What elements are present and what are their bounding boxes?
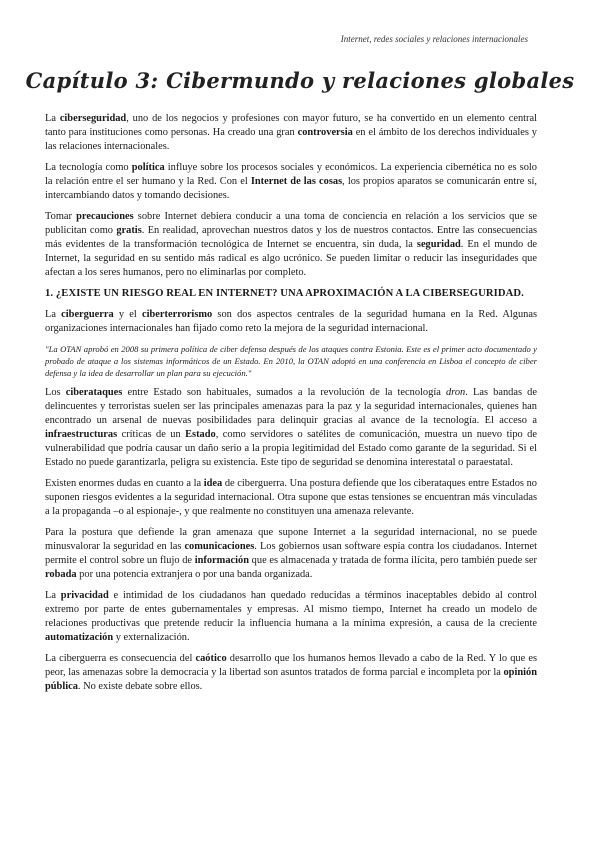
bold-term: caótico	[195, 653, 227, 664]
running-header: Internet, redes sociales y relaciones internacionales	[340, 34, 528, 44]
section-paragraph: Para la postura que defiende la gran amenaza que supone Internet a la seguridad internacional, no se puede minusvalorar la seguridad en las comunicaciones. Los gobiernos usan software espía contra los ciudadanos. Internet permite el control sobre un flujo de información que es almacenada y tratada de forma ilícita, pero también puede ser robada por una potencia extranjera o por una banda organizada.	[45, 527, 537, 580]
bold-term: robada	[45, 569, 77, 580]
italic-term: dron	[445, 387, 466, 398]
intro-paragraph: Tomar precauciones sobre Internet debiera conducir a una toma de conciencia en relación a los servicios que se publicitan como gratis. En realidad, aprovechan nuestros datos y los de nuestros contactos. Entre las consecuencias más evidentes de la transformación tecnológica de Internet se encuentra, sin duda, la seguridad. En el mundo de Internet, la seguridad en su sentido más radical es algo ucrónico. Se pueden limitar o reducir las inseguridades que afectan a los seres humanos, pero no eliminarlas por completo.	[45, 211, 538, 278]
bold-term: ciberguerra	[61, 309, 114, 320]
bold-term: ciberseguridad	[59, 113, 127, 124]
section-heading: 1. ¿EXISTE UN RIESGO REAL EN INTERNET? UNA APROXIMACIÓN A LA CIBERSEGURIDAD.	[45, 288, 524, 299]
intro-paragraph: La tecnología como política influye sobre los procesos sociales y económicos. La experiencia cibernética no es solo la relación entre el ser humano y la Red. Con el Internet de las cosas, los propios aparatos se comunicarán entre sí, intercambiando datos y tomando decisiones.	[45, 162, 537, 201]
bold-term: política	[131, 162, 165, 173]
bold-term: información	[194, 555, 249, 566]
section-paragraph: La privacidad e intimidad de los ciudadanos han quedado reducidas a términos inaceptables debido al control extremo por parte de entes gubernamentales y empresas. Al mismo tiempo, Internet ha creado un modelo de relaciones productivas que pretende reducir la influencia humana a la mínima expresión, a causa de la creciente automatización y externalización.	[45, 590, 538, 643]
intro-paragraph: La ciberseguridad, uno de los negocios y profesiones con mayor futuro, se ha convertido en un elemento central tanto para instituciones como personas. Ha creado una gran controversia en el ámbito de los derechos individuales y las relaciones internacionales.	[45, 113, 537, 152]
section-paragraph: La ciberguerra y el ciberterrorismo son dos aspectos centrales de la seguridad humana en la Red. Algunas organizaciones internacionales han fijado como reto la mejora de la seguridad internacional.	[45, 309, 537, 334]
bold-term: automatización	[45, 632, 114, 643]
bold-term: ciberataques	[65, 387, 123, 398]
section-paragraph: La ciberguerra es consecuencia del caótico desarrollo que los humanos hemos llevado a cabo de la Red. Y lo que es peor, las amenazas sobre la democracia y la libertad son asuntos tratados de forma parcial e incompleta por la opinión pública. No existe debate sobre ellos.	[45, 653, 537, 692]
bold-term: Estado	[185, 429, 216, 440]
bold-term: privacidad	[60, 590, 109, 601]
chapter-title: Capítulo 3: Cibermundo y relaciones globales	[25, 68, 575, 93]
body-text	[45, 112, 537, 701]
bold-term: Internet de las cosas	[250, 176, 343, 187]
bold-term: comunicaciones	[184, 541, 255, 552]
bold-term: precauciones	[76, 211, 134, 222]
bold-term: seguridad	[416, 239, 461, 250]
section-paragraph: Existen enormes dudas en cuanto a la idea de ciberguerra. Una postura defiende que los ciberataques entre Estados no suponen riesgos evidentes a la seguridad internacional. Otra supone que estas tensiones se encuentran más vinculadas a la propaganda –o al espionaje-, y que realmente no constituyen una amenaza relevante.	[45, 478, 537, 517]
bold-term: infraestructuras	[45, 429, 118, 440]
bold-term: controversia	[297, 127, 353, 138]
bold-term: gratis	[116, 225, 142, 236]
bold-term: opinión pública	[45, 667, 537, 692]
bold-term: idea	[203, 478, 223, 489]
quote-block: "La OTAN aprobó en 2008 su primera política de ciber defensa después de los ataques contra Estonia. Este es el primer acto documentado y probado de ataque a los sistemas informáticos de un Estado. En 2010, la OTAN adoptó en una conferencia en Lisboa el concepto de ciber defensa y la idea de desarrollar un plan para su ejecución."	[45, 344, 537, 378]
bold-term: ciberterrorismo	[142, 309, 213, 320]
section-paragraph: Los ciberataques entre Estado son habituales, sumados a la revolución de la tecnología dron. Las bandas de delincuentes y terroristas suelen ser las principales amenazas para la paz y la seguridad internacionales, quienes han encontrado un arsenal de nuevas posibilidades para delinquir gracias al avance de la tecnología. El acceso a infraestructuras críticas de un Estado, como servidores o satélites de comunicación, muestra un nuevo tipo de vulnerabilidad que podría causar un daño serio a la propia legitimidad del Estado como garante de la seguridad. Si el Estado no puede garantizarla, peligra su existencia. Este tipo de seguridad se denomina interestatal o paraestatal.	[45, 387, 537, 468]
